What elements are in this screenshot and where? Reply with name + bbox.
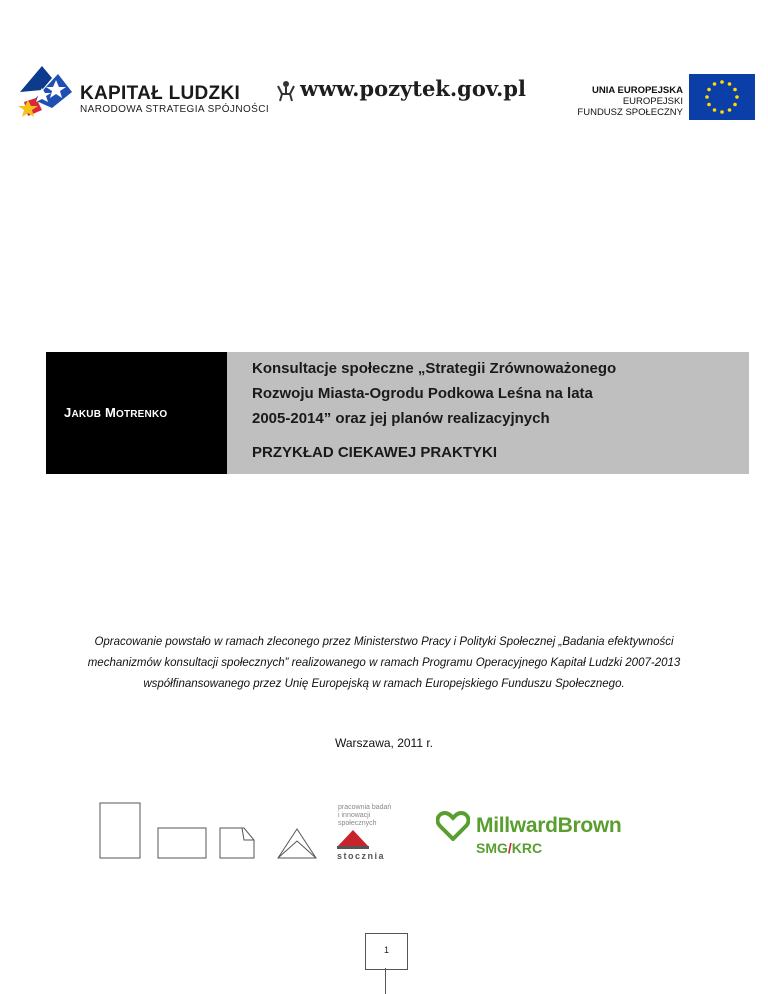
- page-number: 1: [383, 945, 389, 955]
- stocznia-line-1: pracownia badań: [338, 804, 392, 811]
- author-first-initial: J: [64, 405, 72, 420]
- eu-line-1: UNIA EUROPEJSKA: [592, 85, 683, 96]
- pozytek-url: www.pozytek.gov.pl: [300, 76, 526, 101]
- eu-flag-icon: [689, 74, 755, 120]
- mb-sub-slash: /: [507, 840, 512, 856]
- pozytek-figure-icon: [276, 80, 296, 102]
- millward-brown-name: MillwardBrown: [476, 814, 622, 837]
- stocznia-tagline: [338, 804, 391, 828]
- stocznia-line-2: i innowacji: [338, 812, 371, 819]
- eu-line-3: FUNDUSZ SPOŁECZNY: [577, 107, 683, 118]
- title-line-3: 2005-2014” oraz jej planów realizacyjnych: [252, 410, 550, 427]
- paper-folding-shapes-icon: [94, 799, 324, 859]
- page-number-stem: [385, 968, 386, 994]
- author-first-rest: AKUB: [71, 409, 102, 420]
- millward-brown-sub: [476, 840, 542, 856]
- description-line-2: mechanizmów konsultacji społecznych” realizowanego w ramach Programu Operacyjnego Kapitał Ludzki 2007-2013: [87, 657, 681, 669]
- description-line-1: Opracowanie powstało w ramach zleconego przez Ministerstwo Pracy i Polityki Społecznej „Badania efektywności: [94, 636, 674, 648]
- kapital-ludzki-logo-icon: [12, 56, 78, 122]
- millward-brown-heart-icon: [436, 811, 470, 841]
- title-line-1: Konsultacje społeczne „Strategii Zrównoważonego: [252, 360, 617, 377]
- stocznia-line-3: społecznych: [338, 820, 377, 827]
- stocznia-name: stocznia: [337, 851, 386, 861]
- mb-sub-right: KRC: [511, 840, 543, 856]
- author-name: [64, 405, 167, 420]
- mb-sub-left: SMG: [476, 840, 508, 856]
- place-date: Warszawa, 2011 r.: [334, 736, 434, 750]
- title-line-2: Rozwoju Miasta-Ogrodu Podkowa Leśna na lata: [252, 385, 593, 402]
- document-subtitle: PRZYKŁAD CIEKAWEJ PRAKTYKI: [252, 444, 498, 461]
- author-last-initial: M: [104, 405, 116, 420]
- kapital-ludzki-subtitle: NARODOWA STRATEGIA SPÓJNOŚCI: [80, 104, 270, 115]
- kapital-ludzki-title: KAPITAŁ LUDZKI: [80, 83, 241, 104]
- author-last-rest: OTRENKO: [115, 409, 168, 420]
- eu-line-2: EUROPEJSKI: [622, 96, 683, 107]
- description-line-3: współfinansowanego przez Unię Europejską w ramach Europejskiego Funduszu Społecznego.: [143, 678, 625, 690]
- eu-fund-text: [577, 85, 683, 118]
- stocznia-ship-icon: [336, 829, 370, 851]
- page-number-box: [365, 933, 408, 970]
